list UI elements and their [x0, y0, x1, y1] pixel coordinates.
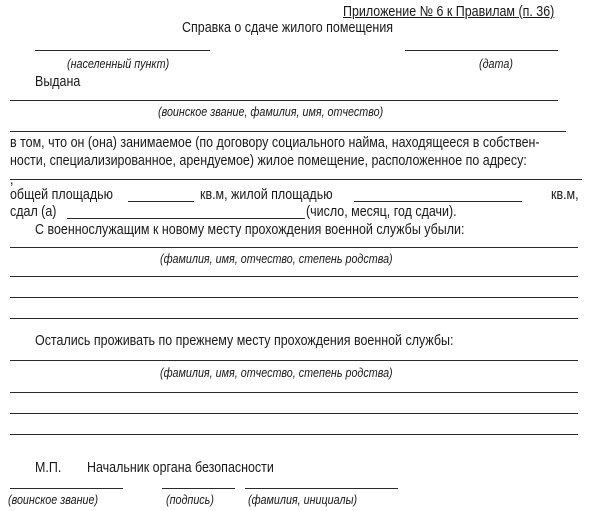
- stayed-line-1: [10, 360, 578, 361]
- address-line: [10, 179, 582, 180]
- departed-line-3: [10, 297, 578, 298]
- total-area-label: общей площадью: [10, 187, 113, 203]
- handed-caption: (число, месяц, год сдачи).: [306, 204, 457, 220]
- departed-heading: С военнослужащим к новому месту прохождения военной службы убыли:: [35, 222, 465, 238]
- total-area-line: [128, 201, 194, 202]
- departed-caption: (фамилия, имя, отчество, степень родства): [160, 252, 393, 266]
- body-line-1: в том, что он (она) занимаемое (по договору социального найма, находящееся в собствен-: [10, 135, 540, 151]
- stayed-line-4: [10, 434, 578, 435]
- living-area-line: [354, 201, 522, 202]
- stayed-heading: Остались проживать по прежнему месту прохождения военной службы:: [35, 333, 454, 349]
- name-caption: (фамилия, инициалы): [248, 493, 358, 507]
- name-line: [245, 488, 398, 489]
- issued-to-caption: (воинское звание, фамилия, имя, отчество): [158, 105, 384, 119]
- stamp-label: М.П.: [35, 460, 62, 476]
- address-comma: ,: [10, 172, 14, 188]
- body-line-2: ности, специализированное, арендуемое) жилое помещение, расположенное по адресу:: [10, 153, 527, 169]
- departed-line-2: [10, 276, 578, 277]
- signature-caption: (подпись): [166, 493, 214, 507]
- sqm-label: кв.м,: [551, 187, 579, 203]
- departed-line-1: [10, 247, 578, 248]
- document-title: Справка о сдаче жилого помещения: [182, 20, 394, 36]
- settlement-caption: (населенный пункт): [67, 57, 170, 71]
- living-area-label: кв.м, жилой площадью: [200, 187, 333, 203]
- handed-label: сдал (а): [10, 204, 57, 220]
- stayed-caption: (фамилия, имя, отчество, степень родства): [160, 366, 393, 380]
- rank-line: [10, 488, 123, 489]
- head-title: Начальник органа безопасности: [87, 460, 274, 476]
- issued-to-line: [10, 100, 558, 101]
- signature-line: [162, 488, 235, 489]
- blank-line: [10, 131, 566, 132]
- settlement-line: [35, 50, 210, 51]
- rank-caption: (воинское звание): [8, 493, 99, 507]
- departed-line-4: [10, 318, 578, 319]
- date-line: [405, 50, 558, 51]
- appendix-reference: Приложение № 6 к Правилам (п. 36): [343, 4, 555, 20]
- handed-date-line: [67, 218, 305, 219]
- stayed-line-2: [10, 392, 578, 393]
- date-caption: (дата): [479, 57, 513, 71]
- stayed-line-3: [10, 413, 578, 414]
- issued-label: Выдана: [35, 74, 81, 90]
